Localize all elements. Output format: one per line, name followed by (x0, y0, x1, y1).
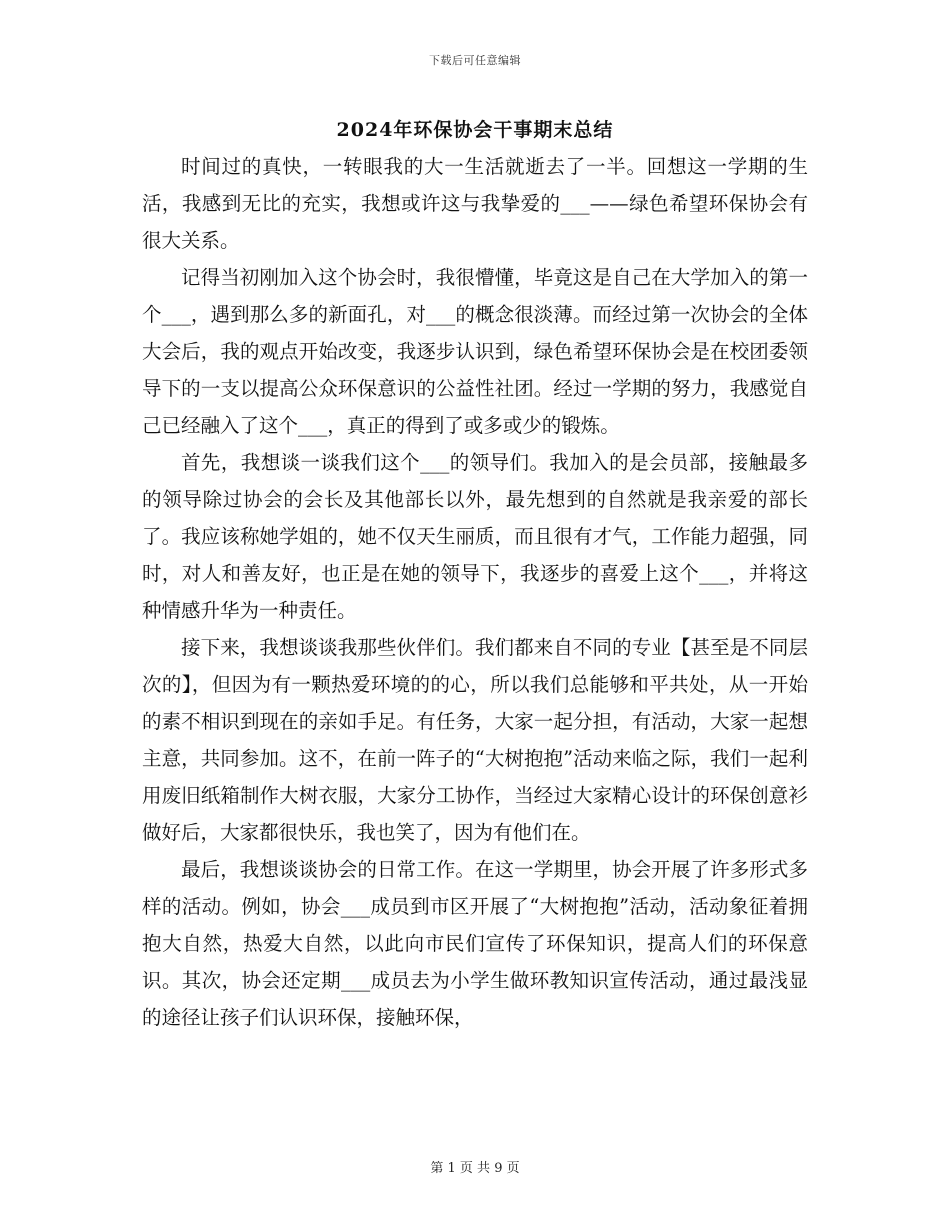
document-body (142, 148, 808, 1036)
paragraph: 最后，我想谈谈协会的日常工作。在这一学期里，协会开展了许多形式多样的活动。例如，协会___成员到市区开展了“大树抱抱”活动，活动象征着拥抱大自然，热爱大自然，以此向市民们宣传了环保知识，提高人们的环保意识。其次，协会还定期___成员去为小学生做环教知识宣传活动，通过最浅显的途径让孩子们认识环保，接触环保， (142, 858, 808, 1029)
paragraph: 首先，我想谈一谈我们这个___的领导们。我加入的是会员部，接触最多的领导除过协会的会长及其他部长以外，最先想到的自然就是我亲爱的部长了。我应该称她学姐的，她不仅天生丽质，而且很有才气，工作能力超强，同时，对人和善友好，也正是在她的领导下，我逐步的喜爱上这个___，并将这种情感升华为一种责任。 (142, 451, 808, 622)
document-title: 2024年环保协会干事期末总结 (336, 119, 614, 141)
paragraph: 记得当初刚加入这个协会时，我很懵懂，毕竟这是自己在大学加入的第一个___，遇到那么多的新面孔，对___的概念很淡薄。而经过第一次协会的全体大会后，我的观点开始改变，我逐步认识到，绿色希望环保协会是在校团委领导下的一支以提高公众环保意识的公益性社团。经过一学期的努力，我感觉自己已经融入了这个___，真正的得到了或多或少的锻炼。 (142, 266, 808, 437)
paragraph: 时间过的真快，一转眼我的大一生活就逝去了一半。回想这一学期的生活，我感到无比的充实，我想或许这与我挚爱的___——绿色希望环保协会有很大关系。 (142, 155, 808, 252)
page-header-note: 下载后可任意编辑 (429, 54, 521, 67)
page-number-footer: 第 1 页 共 9 页 (430, 1161, 520, 1176)
paragraph: 接下来，我想谈谈我那些伙伴们。我们都来自不同的专业【甚至是不同层次的】，但因为有一颗热爱环境的的心，所以我们总能够和平共处，从一开始的素不相识到现在的亲如手足。有任务，大家一起分担，有活动，大家一起想主意，共同参加。这不，在前一阵子的“大树抱抱”活动来临之际，我们一起利用废旧纸箱制作大树衣服，大家分工协作，当经过大家精心设计的环保创意衫做好后，大家都很快乐，我也笑了，因为有他们在。 (142, 636, 808, 844)
